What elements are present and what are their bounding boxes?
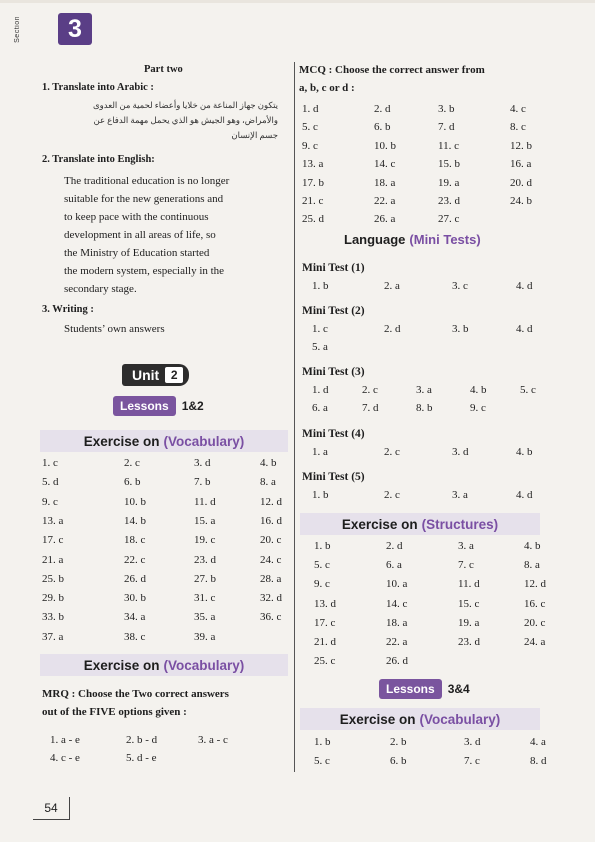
answer-cell: 10. b: [124, 495, 146, 508]
answer-cell: 10. b: [374, 139, 396, 152]
mini-test-title: Mini Test (5): [302, 471, 365, 483]
answer-cell: 25. c: [314, 655, 336, 668]
answer-cell: 13. d: [314, 597, 336, 610]
answer-cell: 17. b: [302, 176, 324, 189]
answer-cell: 1. a - e: [50, 734, 80, 746]
answer-cell: 3. d: [194, 457, 211, 469]
english-line: to keep pace with the continuous: [64, 211, 209, 223]
answer-cell: 2. c: [362, 384, 378, 396]
answer-cell: 14. c: [374, 158, 396, 171]
answer-cell: 1. c: [42, 457, 58, 469]
exercise-prefix: Exercise on: [83, 433, 160, 449]
answer-cell: 35. a: [194, 611, 216, 624]
english-line: development in all areas of life, so: [64, 229, 216, 241]
answer-cell: 6. a: [312, 402, 328, 414]
answer-cell: 26. a: [374, 213, 396, 226]
answer-cell: 16. a: [510, 158, 532, 171]
translate-arabic-heading: 1. Translate into Arabic :: [42, 82, 154, 93]
answer-cell: 3. d: [452, 446, 469, 458]
answer-cell: 23. d: [438, 195, 460, 207]
answer-cell: 39. a: [194, 630, 216, 643]
answer-cell: 19. a: [438, 176, 460, 189]
answer-cell: 9. c: [314, 578, 330, 591]
section-label: Section: [14, 16, 21, 43]
answer-cell: 5. a: [312, 341, 328, 353]
english-line: The traditional education is no longer: [64, 175, 230, 187]
answer-cell: 16. c: [524, 597, 546, 610]
answer-cell: 2. b: [390, 736, 407, 748]
answer-cell: 30. b: [124, 592, 146, 605]
answer-cell: 2. a: [384, 280, 400, 292]
answer-cell: 3. b: [438, 103, 455, 115]
answer-cell: 8. a: [524, 559, 540, 572]
answer-cell: 4. c - e: [50, 752, 80, 764]
language-topic: (Mini Tests): [409, 232, 481, 247]
answer-cell: 6. a: [386, 559, 402, 572]
answer-cell: 4. a: [530, 736, 546, 748]
answer-cell: 26. d: [124, 572, 146, 585]
answer-cell: 4. d: [516, 280, 533, 292]
answer-cell: 13. a: [302, 158, 324, 171]
answer-cell: 1. b: [314, 736, 331, 748]
english-line: the Ministry of Education started: [64, 247, 210, 259]
answer-cell: 18. a: [386, 616, 408, 629]
lessons-badge: [113, 396, 204, 416]
answer-cell: 21. d: [314, 636, 336, 648]
answer-cell: 11. d: [458, 578, 480, 591]
answer-cell: 7. d: [362, 402, 379, 414]
lessons-number: 3&4: [447, 682, 470, 696]
answer-cell: 9. c: [470, 402, 486, 414]
answer-cell: 2. b - d: [126, 734, 158, 746]
answer-cell: 23. d: [458, 636, 480, 648]
mini-test-title: Mini Test (4): [302, 428, 365, 440]
language-mini-tests-heading: [344, 232, 481, 247]
english-line: the modern system, especially in the: [64, 265, 225, 277]
answer-cell: 1. c: [312, 323, 328, 335]
arabic-translation: [38, 98, 278, 143]
answer-cell: 1. d: [312, 384, 329, 396]
unit-label: Unit: [132, 367, 160, 383]
answer-cell: 24. c: [260, 553, 282, 566]
answer-cell: 14. c: [386, 597, 408, 610]
exercise-topic: (Vocabulary): [419, 711, 501, 727]
answer-cell: 3. c: [452, 280, 468, 292]
page-number: 54: [33, 797, 70, 820]
answer-cell: 18. c: [124, 534, 146, 547]
answer-cell: 2. d: [384, 323, 401, 335]
answer-cell: 5. c: [520, 384, 536, 396]
lessons-label: Lessons: [113, 396, 176, 416]
mcq-instruction: a, b, c or d :: [299, 82, 355, 94]
section-number-badge: 3: [58, 13, 92, 45]
writing-answer: Students’ own answers: [64, 323, 165, 335]
answer-cell: 36. c: [260, 611, 282, 624]
answer-cell: 32. d: [260, 592, 282, 605]
mrq-instruction: MRQ : Choose the Two correct answers: [42, 688, 229, 700]
answer-cell: 34. a: [124, 611, 146, 624]
answer-cell: 1. d: [302, 103, 319, 115]
answer-cell: 7. c: [458, 559, 474, 572]
unit-number: 2: [165, 367, 183, 383]
answer-cell: 28. a: [260, 572, 282, 585]
answer-cell: 8. b: [416, 402, 433, 414]
arabic-line: والأمراض، وهو الجيش هو الذي يحمل مهمة الدفاع عن: [93, 115, 278, 125]
english-translation: [64, 172, 284, 298]
exercise-topic: (Structures): [421, 516, 499, 532]
top-rule: [0, 0, 595, 3]
answer-cell: 1. a: [312, 446, 328, 458]
answer-cell: 24. b: [510, 195, 532, 207]
answer-cell: 15. c: [458, 597, 480, 610]
answer-cell: 2. c: [384, 489, 400, 501]
answer-cell: 7. d: [438, 121, 455, 134]
answer-cell: 17. c: [314, 616, 336, 629]
answer-cell: 1. b: [312, 489, 329, 501]
answer-cell: 11. d: [194, 495, 216, 508]
answer-cell: 25. d: [302, 213, 324, 226]
answer-cell: 4. b: [524, 540, 541, 552]
mini-test-title: Mini Test (2): [302, 305, 365, 317]
exercise-topic: (Vocabulary): [163, 433, 245, 449]
answer-cell: 7. b: [194, 476, 211, 489]
answer-cell: 18. a: [374, 176, 396, 189]
answer-cell: 15. b: [438, 158, 460, 171]
lessons-badge: [379, 679, 470, 699]
answer-cell: 2. c: [124, 457, 140, 469]
answer-cell: 4. d: [516, 323, 533, 335]
answer-cell: 1. b: [312, 280, 329, 292]
mrq-instruction: out of the FIVE options given :: [42, 706, 187, 718]
answer-cell: 22. a: [386, 636, 408, 648]
answer-cell: 37. a: [42, 630, 64, 643]
answer-cell: 14. b: [124, 514, 146, 527]
english-line: suitable for the new generations and: [64, 193, 224, 205]
answer-cell: 8. d: [530, 755, 547, 767]
answer-cell: 23. d: [194, 553, 216, 566]
answer-cell: 6. b: [124, 476, 141, 489]
exercise-structures-header: [300, 513, 540, 535]
answer-cell: 1. b: [314, 540, 331, 552]
answer-cell: 27. b: [194, 572, 216, 585]
unit-badge: [122, 364, 189, 386]
answer-cell: 6. b: [390, 755, 407, 767]
answer-cell: 4. b: [260, 457, 277, 469]
exercise-vocabulary-header: [40, 430, 288, 452]
writing-heading: 3. Writing :: [42, 304, 94, 315]
answer-cell: 5. d - e: [126, 752, 157, 764]
answer-cell: 6. b: [374, 121, 391, 134]
mini-test-title: Mini Test (3): [302, 366, 365, 378]
answer-cell: 5. c: [314, 755, 330, 767]
answer-cell: 3. b: [452, 323, 469, 335]
answer-cell: 4. b: [516, 446, 533, 458]
language-prefix: Language: [344, 232, 406, 247]
exercise-vocabulary-mrq-header: [40, 654, 288, 676]
answer-cell: 2. d: [374, 103, 391, 115]
answer-cell: 5. c: [302, 121, 318, 134]
exercise-prefix: Exercise on: [339, 711, 416, 727]
lessons-label: Lessons: [379, 679, 442, 699]
mini-test-title: Mini Test (1): [302, 262, 365, 274]
column-divider: [294, 62, 295, 772]
answer-cell: 25. b: [42, 572, 64, 585]
answer-cell: 20. c: [260, 534, 282, 547]
answer-cell: 11. c: [438, 139, 459, 152]
answer-cell: 2. c: [384, 446, 400, 458]
answer-cell: 21. a: [42, 553, 64, 566]
answer-cell: 16. d: [260, 514, 282, 527]
answer-cell: 17. c: [42, 534, 64, 547]
answer-cell: 27. c: [438, 213, 460, 226]
answer-cell: 31. c: [194, 592, 216, 605]
arabic-line: يتكون جهاز المناعة من خلايا وأعضاء لحمية من العدوى: [93, 100, 278, 110]
answer-cell: 15. a: [194, 514, 216, 527]
exercise-prefix: Exercise on: [83, 657, 160, 673]
answer-cell: 19. c: [194, 534, 216, 547]
answer-cell: 12. d: [260, 495, 282, 508]
answer-cell: 5. c: [314, 559, 330, 572]
lessons-number: 1&2: [181, 399, 204, 413]
answer-cell: 19. a: [458, 616, 480, 629]
exercise-topic: (Vocabulary): [163, 657, 245, 673]
answer-cell: 22. a: [374, 195, 396, 207]
answer-cell: 2. d: [386, 540, 403, 552]
answer-cell: 12. d: [524, 578, 546, 591]
exercise-vocabulary-header-2: [300, 708, 540, 730]
arabic-line: جسم الإنسان: [231, 130, 278, 140]
answer-cell: 3. d: [464, 736, 481, 748]
answer-cell: 9. c: [42, 495, 58, 508]
answer-cell: 22. c: [124, 553, 146, 566]
answer-cell: 7. c: [464, 755, 480, 767]
answer-cell: 8. c: [510, 121, 526, 134]
english-line: secondary stage.: [64, 283, 137, 295]
translate-english-heading: 2. Translate into English:: [42, 154, 155, 165]
answer-cell: 33. b: [42, 611, 64, 624]
answer-cell: 3. a - c: [198, 734, 228, 746]
exercise-prefix: Exercise on: [341, 516, 418, 532]
answer-cell: 20. d: [510, 176, 532, 189]
answer-cell: 12. b: [510, 139, 532, 152]
answer-cell: 3. a: [416, 384, 432, 396]
answer-cell: 13. a: [42, 514, 64, 527]
answer-cell: 26. d: [386, 655, 408, 668]
answer-cell: 4. d: [516, 489, 533, 501]
answer-cell: 24. a: [524, 636, 546, 648]
answer-cell: 9. c: [302, 139, 318, 152]
answer-cell: 20. c: [524, 616, 546, 629]
answer-cell: 38. c: [124, 630, 146, 643]
mcq-instruction: MCQ : Choose the correct answer from: [299, 64, 485, 76]
answer-cell: 4. b: [470, 384, 487, 396]
answer-cell: 21. c: [302, 195, 324, 207]
answer-cell: 5. d: [42, 476, 59, 489]
answer-cell: 3. a: [458, 540, 474, 552]
answer-cell: 8. a: [260, 476, 276, 489]
part-title: Part two: [144, 64, 183, 75]
answer-cell: 4. c: [510, 103, 526, 115]
answer-cell: 10. a: [386, 578, 408, 591]
answer-cell: 29. b: [42, 592, 64, 605]
answer-cell: 3. a: [452, 489, 468, 501]
